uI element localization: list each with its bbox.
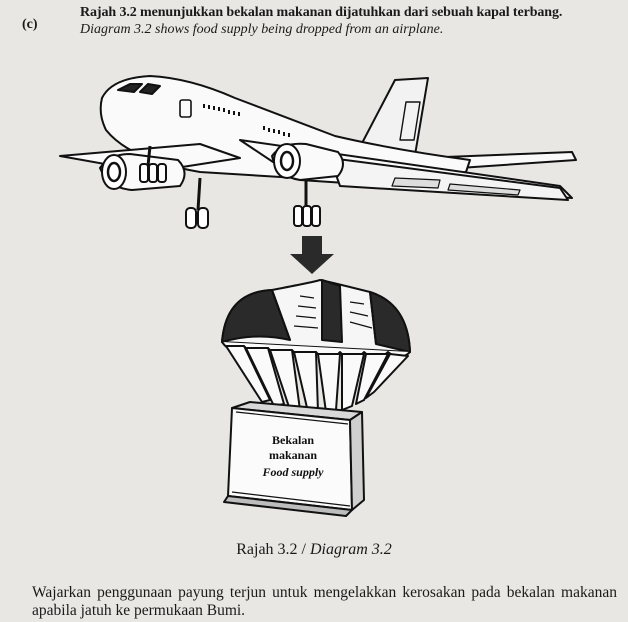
box-label-english: Food supply <box>262 465 324 479</box>
question-text-english: Diagram 3.2 shows food supply being dropped from an airplane. <box>80 22 444 37</box>
caption-malay: Rajah 3.2 <box>236 541 298 558</box>
caption-separator: / <box>297 541 310 558</box>
down-arrow-icon <box>290 236 334 274</box>
box-label-line2: makanan <box>268 448 318 462</box>
airplane-illustration <box>60 76 576 228</box>
task-instruction: Wajarkan penggunaan payung terjun untuk mengelakkan kerosakan pada bekalan makanan apabila jatuh ke permukaan Bumi. <box>32 584 617 619</box>
figure-caption <box>0 541 628 559</box>
box-label-line1: Bekalan <box>271 433 315 447</box>
question-text-malay: Rajah 3.2 menunjukkan bekalan makanan dijatuhkan dari sebuah kapal terbang. <box>80 5 563 20</box>
question-label: (c) <box>22 17 38 32</box>
caption-english: Diagram 3.2 <box>310 541 392 558</box>
diagram-3-2 <box>0 40 628 520</box>
parachute-illustration <box>222 280 410 412</box>
